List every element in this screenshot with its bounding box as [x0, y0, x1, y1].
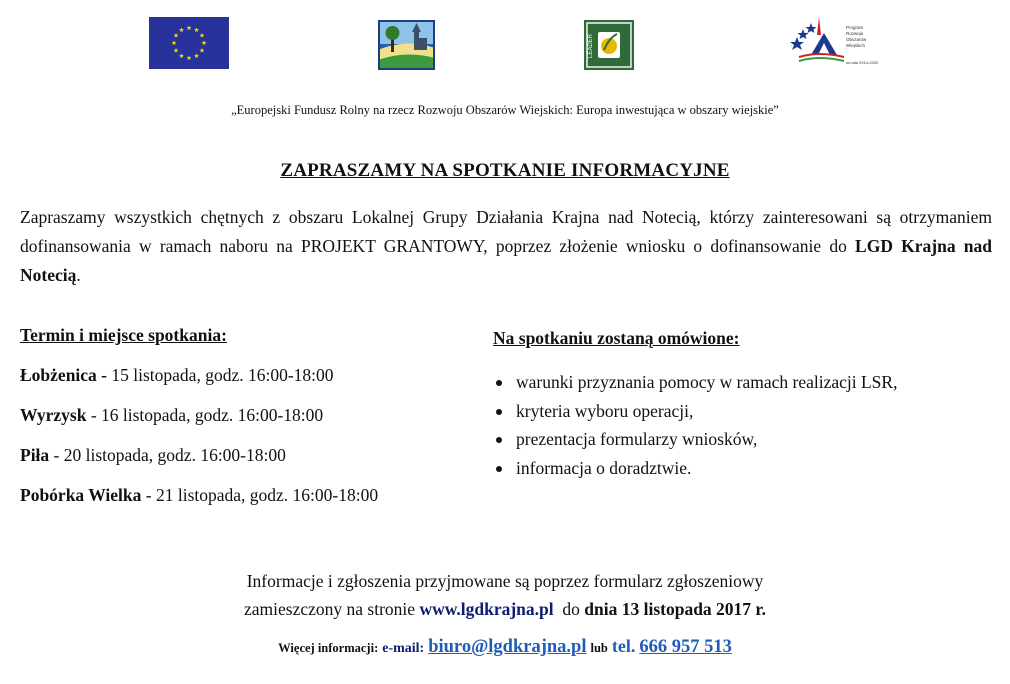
registration-prefix: zamieszczony na stronie — [244, 599, 420, 619]
list-item — [493, 372, 897, 401]
leader-logo — [584, 20, 634, 70]
eu-flag-logo — [149, 17, 229, 69]
intro-end: . — [76, 265, 81, 285]
svg-text:Wiejskich: Wiejskich — [846, 43, 866, 48]
topic-text: informacja o doradztwie. — [516, 457, 692, 478]
svg-text:Obszarów: Obszarów — [846, 37, 867, 42]
intro-text: Zapraszamy wszystkich chętnych z obszaru Lokalnej Grupy Działania Krajna nad Notecią, którzy zainteresowani są otrzymaniem dofinansowania w ramach naboru na PROJEKT GRANTOWY, poprzez złożenie wniosku o dofinansowanie do — [20, 207, 992, 256]
topics-title: Na spotkaniu zostaną omówione: — [493, 328, 740, 348]
phone-label: tel. — [611, 636, 636, 656]
topics-section — [493, 328, 993, 478]
bullet-icon — [496, 466, 502, 472]
krajna-logo — [378, 20, 435, 70]
topic-text: kryteria wyboru operacji, — [516, 400, 694, 421]
intro-lgd-name: LGD Krajna nad Notecią — [20, 236, 992, 285]
topic-text: warunki przyznania pomocy w ramach realizacji LSR, — [516, 372, 898, 392]
list-item — [493, 401, 897, 430]
svg-text:LEADER: LEADER — [588, 33, 594, 58]
svg-text:Program: Program — [846, 25, 864, 30]
topic-text: prezentacja formularzy wniosków, — [516, 429, 758, 449]
bullet-icon — [496, 409, 502, 415]
eu-stars-icon — [149, 17, 229, 69]
meeting-details: 15 listopada, godz. 16:00-18:00 — [107, 365, 334, 385]
registration-line-1: Informacje i zgłoszenia przyjmowane są poprzez formularz zgłoszeniowy — [246, 571, 764, 591]
deadline-text: dnia 13 listopada 2017 r. — [584, 599, 766, 619]
meeting-item — [20, 365, 334, 386]
meeting-item — [20, 405, 323, 426]
more-info-label: Więcej informacji: — [278, 641, 379, 655]
meeting-place: Pobórka Wielka — [20, 485, 142, 505]
contact-line — [0, 636, 1010, 658]
meeting-place: Wyrzysk — [20, 405, 87, 425]
bullet-icon — [496, 437, 502, 443]
meeting-details: - 20 listopada, godz. 16:00-18:00 — [49, 445, 286, 465]
prow-logo — [789, 15, 879, 70]
meeting-details: - 16 listopada, godz. 16:00-18:00 — [86, 405, 324, 425]
page-title: ZAPRASZAMY NA SPOTKANIE INFORMACYJNE — [280, 160, 730, 181]
bullet-icon — [496, 380, 502, 386]
website-link[interactable]: www.lgdkrajna.pl — [419, 599, 554, 619]
meeting-item — [20, 485, 378, 506]
meeting-place: Łobżenica - — [20, 365, 108, 385]
meetings-section — [20, 325, 470, 505]
registration-info — [0, 567, 1010, 623]
efrrow-motto: „Europejski Fundusz Rolny na rzecz Rozwoju Obszarów Wiejskich: Europa inwestująca w obszary wiejskie” — [231, 103, 779, 117]
topics-list — [493, 372, 897, 486]
svg-text:na lata 2014-2020: na lata 2014-2020 — [846, 60, 879, 65]
list-item — [493, 429, 897, 458]
meeting-item — [20, 445, 286, 466]
intro-paragraph — [20, 203, 992, 290]
or-label: lub — [590, 641, 608, 655]
svg-text:Rozwoju: Rozwoju — [846, 31, 864, 36]
meeting-place: Piła — [20, 445, 50, 465]
phone-link[interactable]: 666 957 513 — [639, 637, 732, 657]
email-link[interactable]: biuro@lgdkrajna.pl — [428, 637, 587, 657]
meetings-title: Termin i miejsce spotkania: — [20, 325, 227, 345]
list-item — [493, 458, 897, 487]
registration-mid: do — [553, 599, 585, 619]
meeting-details: - 21 listopada, godz. 16:00-18:00 — [141, 485, 379, 505]
registration-line-2 — [0, 595, 1010, 623]
email-label: e-mail: — [382, 641, 425, 656]
